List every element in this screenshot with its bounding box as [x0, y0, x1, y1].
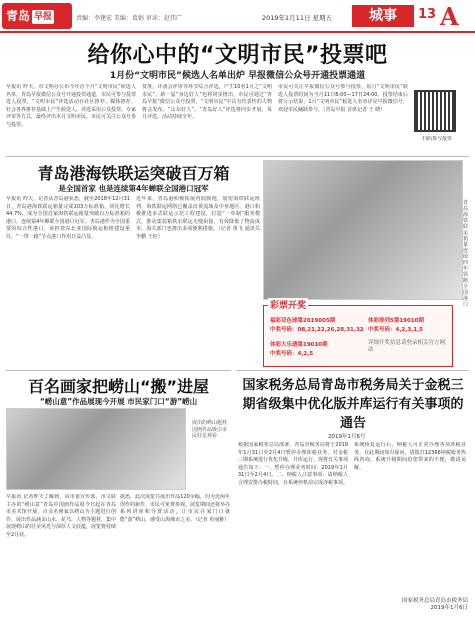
- story2-column-2: 近年来，青岛港积极拓展内陆腹地，加密海铁联运班列，海铁联运网络已覆盖沿黄流域及中亚地区。港口积极推进多式联运示范工程建设，打造“一单制”服务模式，推动集装箱铁水联运无缝衔接，有效降低了物流成本。海关部门也推出多项便利措施。（记者 黄飞 通讯员 李鹏 王恒）: [136, 196, 260, 240]
- lead-column-2: 赏准，详备会评审等环节综合评选，产生10名1月之“文明市民”，新一届“身边好人”也将同步推出，市民可通过“青岛早报”微信公众号投票，“文明市民”中具有代表性的人物将会发布。“山东好人”、“青岛好人”评选将同步开展，每月评选，活动持续全年。: [142, 84, 272, 121]
- story4-date: 2019年1月6号: [328, 434, 366, 440]
- photo-caption: 展出的崂山题材国画作品吸引市民驻足观看: [192, 420, 228, 439]
- editor-credits: 责编：李建宏 美编：葛娟 审读：赵伟广: [76, 15, 182, 22]
- issue-date: 2019年1月11日 星期五: [262, 14, 333, 22]
- story3-subheadline: “崂山意”作品展现今开展 市民家门口“游”崂山: [39, 397, 198, 406]
- port-photo: [263, 160, 463, 300]
- lottery-numbers-3: 中奖号码：4,2,3,1,5: [368, 327, 423, 333]
- story3-headline: 百名画家把崂山“搬”进屋: [27, 377, 210, 396]
- lottery-label-3: 体彩排列5第19010期: [368, 318, 424, 324]
- page-number: 13: [418, 7, 437, 22]
- story3-column-2: 据悉，此次展览共展出作品120余幅，均为近两年创作的新作，市民可免费参观。展览期间还将举办系列讲座和导赏活动，让市民在家门口就能“游”崂山，感受山海城市之美。（记者 单丽雅）: [120, 494, 230, 523]
- story3-column-1: 早报讯 记者昨天了解到，由市委宣传部、市文联主办的“崂山意”青岛中国画作品展今日起在青岛市美术馆开展，百余名画家以崂山为主题进行创作，展出作品涵盖山水、花鸟、人物等题材，集中展现崂山的壮美风光与深厚人文底蕴，展览将持续至2月底。: [6, 494, 116, 538]
- story4-column-1: 根据国家税务总局部署，青岛市税务局将于2019年1月31日至2月4日暂停办理涉税业务，对金税三期系统进行优化升级，并库运行。现将有关事项通告如下：一、暂停办理业务时间：2019年1月31日至2月4日。二、纳税人注意事项：请纳税人合理安排办税时间，在系统停机前完成涉税事项。: [238, 442, 348, 486]
- page-letter: A: [440, 2, 459, 31]
- story4-column-2: 系统恢复运行后，纳税人可正常办理各项涉税业务。在此期间如有疑问，请拨打12366纳税服务热线咨询。系统升级期间给您带来的不便，敬请谅解。: [354, 442, 466, 471]
- section-divider: [236, 370, 469, 371]
- vertical-sidebar-text: 青岛海铁联运箱量连续四年领跑全国港口: [463, 200, 469, 308]
- story2-subheadline: 是全国首家 也是连续第4年蝉联全国港口冠军: [58, 184, 209, 193]
- lottery-box: [263, 301, 453, 367]
- painting-photo: [6, 408, 186, 490]
- lottery-note: 详细开奖信息请登录相关官方网站: [368, 340, 446, 353]
- section-label: 城事: [352, 5, 414, 27]
- newspaper-logo: 青岛 早报: [2, 3, 72, 29]
- lead-headline: 给你心中的“文明市民”投票吧: [87, 43, 388, 68]
- qr-caption: 扫码参与投票: [421, 136, 452, 142]
- lottery-title: 彩票开奖: [268, 298, 308, 311]
- lottery-label-1: 福彩双色球第2019005期: [270, 318, 336, 324]
- qr-code-icon[interactable]: [414, 90, 456, 132]
- section-divider: [6, 156, 469, 157]
- header-rule: [0, 31, 475, 33]
- page-header: [0, 0, 475, 34]
- lottery-label-2: 体彩大乐透第19010期: [270, 342, 328, 348]
- lead-column-3: 市民可关注早报微信公众号参与投票，每月“文明市民”候选人投票时间为当月11日8:00—17日24:00。投票结束后将公示结果，1月“文明市民”候选人名单详见早报微信号，欢迎市民踊跃参与。（青岛早报 首席记者 于 晓）: [278, 84, 408, 113]
- lottery-numbers-2: 中奖号码：4,2,5: [270, 351, 314, 357]
- story2-headline: 青岛港海铁联运突破百万箱: [37, 164, 230, 183]
- lead-column-1: 早报讯 昨天，市文明办公布今年首个月“文明市民”候选人名单，青岛早报微信公众号开通投票通道，市民可参与投票选人投票。“文明市民”评选活动在社区推荐、媒体推荐、社会各界推荐基础上产生候选人，评选采用公众投票、专家评审等方式，最终评出本月文明市民。市民可关注公众号参与投票。: [6, 84, 136, 128]
- story4-headline: 国家税务总局青岛市税务局关于金税三期省级集中优化版并库运行有关事项的通告: [242, 378, 464, 431]
- lottery-numbers-1: 中奖号码：08,21,22,26,28,31,32: [270, 327, 364, 333]
- section-divider: [6, 370, 231, 371]
- lead-subheadline: 1月份“文明市民”候选人名单出炉 早报微信公众号开通投票通道: [109, 71, 366, 81]
- story4-signature: 国家税务总局青岛市税务局 2019年1月6日: [401, 598, 468, 611]
- story2-column-1: 早报讯 昨天，记者从青岛港获悉，截至2018年12月31日，青岛港海铁联运箱量完成103万标准箱，同比增长44.7%，成为全国首家海铁联运箱量突破百万标准箱的港口，连续第4年蝉联全国港口冠军。青岛港作为全国重要的综合性港口，承担着东北亚国际航运枢纽建设重任，“一带一路”节点港口作用日益凸显。: [6, 196, 130, 240]
